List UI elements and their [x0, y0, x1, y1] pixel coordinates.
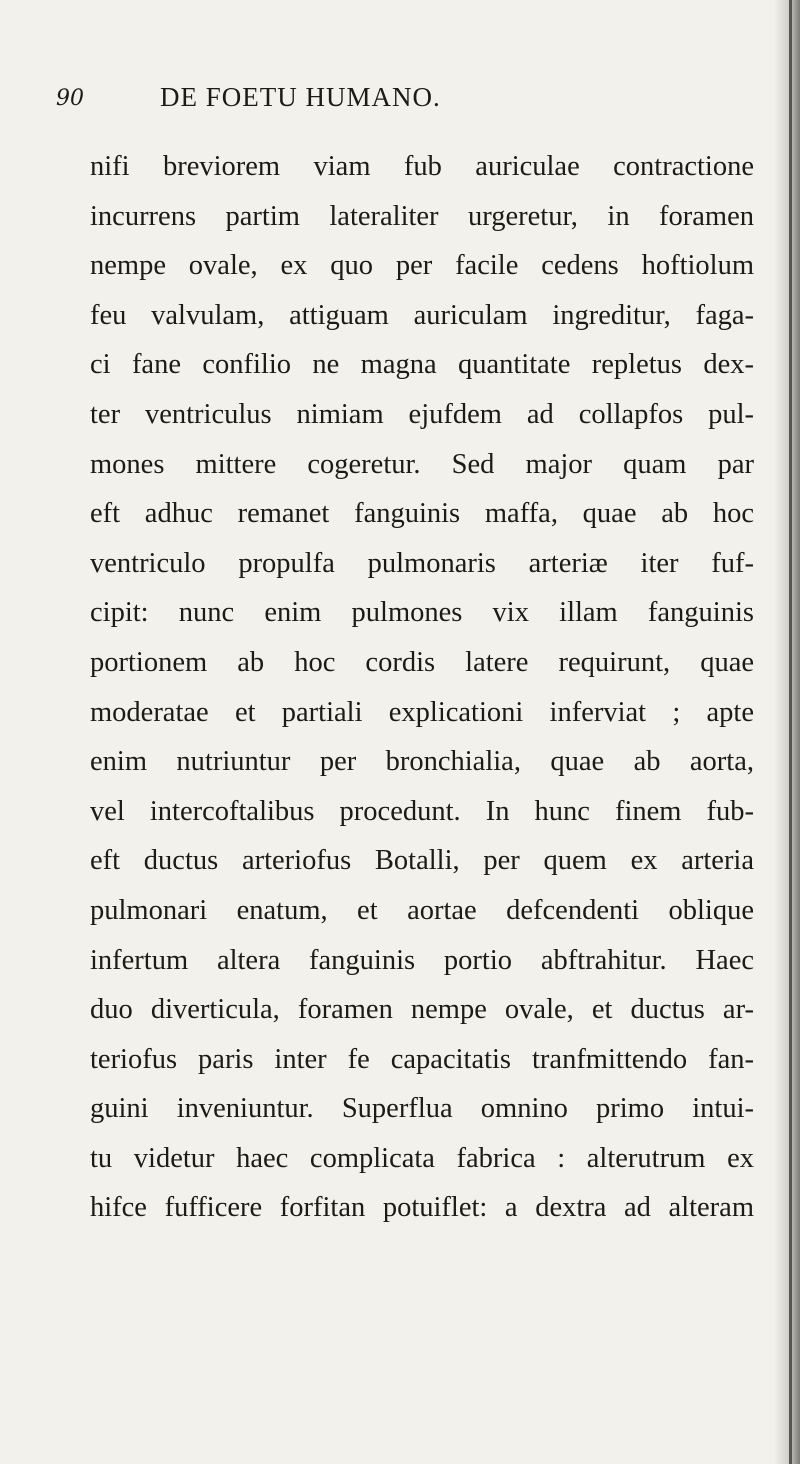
text-line: feu valvulam, attiguam auriculam ingreditur, faga- [90, 299, 754, 331]
text-line: enim nutriuntur per bronchialia, quae ab aorta, [90, 746, 754, 778]
text-line: cipit: nunc enim pulmones vix illam fanguinis [90, 597, 754, 629]
page-number: 90 [56, 86, 84, 111]
text-line: pulmonari enatum, et aortae defcendenti oblique [90, 894, 754, 926]
text-line: infertum altera fanguinis portio abftrahitur. Haec [90, 944, 754, 976]
text-line: vel intercoftalibus procedunt. In hunc finem fub- [90, 795, 754, 827]
page-header [56, 82, 736, 122]
text-line: hifce fufficere forfitan potuiflet: a dextra ad alteram [90, 1192, 754, 1224]
text-line: mones mittere cogeretur. Sed major quam par [90, 448, 754, 480]
text-line: tu videtur haec complicata fabrica : alterutrum ex [90, 1142, 754, 1174]
text-line: incurrens partim lateraliter urgeretur, in foramen [90, 200, 754, 232]
text-line: duo diverticula, foramen nempe ovale, et ductus ar- [90, 994, 754, 1026]
text-line: eft adhuc remanet fanguinis maffa, quae ab hoc [90, 498, 754, 530]
text-line: nifi breviorem viam fub auriculae contractione [90, 151, 754, 182]
text-line: eft ductus arteriofus Botalli, per quem ex arteria [90, 845, 754, 877]
binding-shadow [774, 0, 800, 1464]
running-head: DE FOETU HUMANO. [160, 82, 441, 112]
text-line: nempe ovale, ex quo per facile cedens hoftiolum [90, 250, 754, 282]
text-line: portionem ab hoc cordis latere requirunt, quae [90, 646, 754, 678]
text-line: teriofus paris inter fe capacitatis tranfmittendo fan- [90, 1043, 754, 1075]
text-line: ter ventriculus nimiam ejufdem ad collapfos pul- [90, 398, 754, 430]
body-text [90, 142, 754, 1233]
text-line: guini inveniuntur. Superflua omnino primo intui- [90, 1093, 754, 1125]
text-line: moderatae et partiali explicationi inferviat ; apte [90, 696, 754, 728]
page-edge [789, 0, 792, 1464]
text-line: ventriculo propulfa pulmonaris arteriæ iter fuf- [90, 547, 754, 579]
text-line: ci fane confilio ne magna quantitate repletus dex- [90, 349, 754, 381]
